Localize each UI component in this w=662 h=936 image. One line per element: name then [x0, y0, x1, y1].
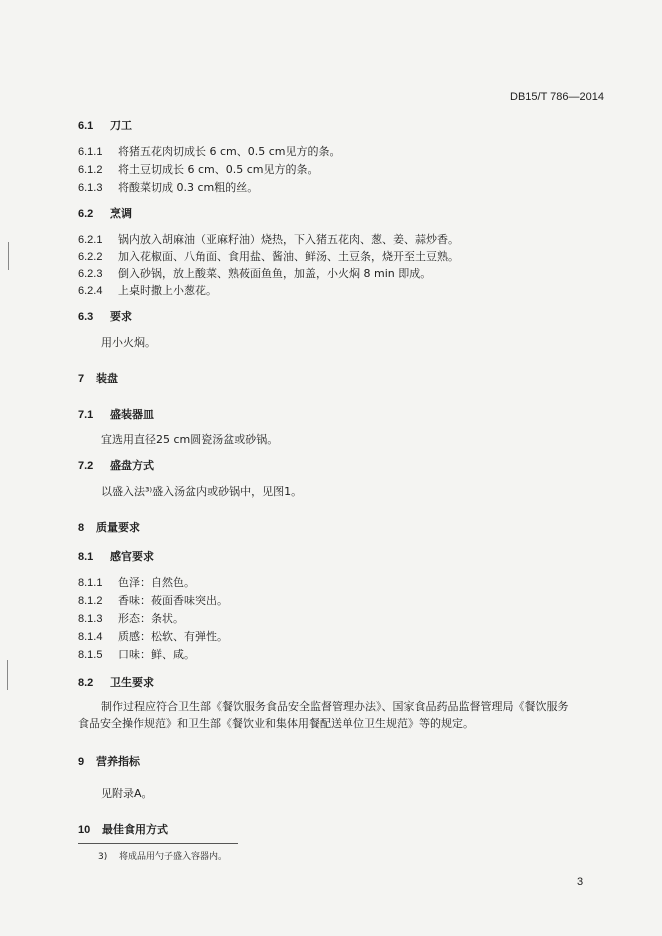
clause-text: 色泽：自然色。 [118, 576, 195, 589]
subsection-heading: 盛装器皿 [110, 408, 154, 421]
subsection-heading: 刀工 [110, 119, 132, 132]
body-text: 食品安全操作规范》和卫生部《餐饮业和集体用餐配送单位卫生规范》等的规定。 [78, 717, 474, 730]
clause-number: 6.2.3 [78, 268, 103, 280]
clause-number: 6.2.4 [78, 285, 103, 297]
clause-text: 将猪五花肉切成长 6 cm、0.5 cm见方的条。 [118, 145, 341, 158]
section-number: 7.2 [78, 460, 94, 472]
section-number: 8 [78, 522, 85, 534]
clause-number: 8.1.4 [78, 631, 103, 643]
clause-number: 8.1.1 [78, 577, 103, 589]
clause-text: 锅内放入胡麻油（亚麻籽油）烧热，下入猪五花肉、葱、姜、蒜炒香。 [118, 233, 459, 246]
body-text: 制作过程应符合卫生部《餐饮服务食品安全监督管理办法》、国家食品药品监督管理局《餐饮服务 [101, 700, 569, 713]
footnote-number: 3) [98, 852, 108, 862]
section-number: 6.2 [78, 208, 94, 220]
clause-number: 8.1.3 [78, 613, 103, 625]
clause-text: 香味：莜面香味突出。 [118, 594, 228, 607]
subsection-heading: 卫生要求 [110, 676, 154, 689]
clause-number: 6.1.2 [78, 164, 103, 176]
clause-text: 倒入砂锅，放上酸菜、熟莜面鱼鱼，加盖，小火焖 8 min 即成。 [118, 267, 432, 280]
section-number: 8.2 [78, 677, 94, 689]
subsection-heading: 要求 [110, 310, 132, 323]
clause-text: 将酸菜切成 0.3 cm粗的丝。 [118, 181, 259, 194]
subsection-heading: 烹调 [110, 207, 132, 220]
section-number: 7 [78, 373, 85, 385]
footnote-rule [78, 843, 238, 844]
clause-text: 上桌时撒上小葱花。 [118, 284, 217, 297]
section-heading: 质量要求 [96, 521, 140, 534]
section-number: 10 [78, 824, 91, 836]
scan-margin-mark [8, 242, 9, 270]
clause-number: 8.1.5 [78, 649, 103, 661]
clause-number: 6.1.1 [78, 146, 103, 158]
clause-number: 6.1.3 [78, 182, 103, 194]
scan-margin-mark [7, 660, 8, 690]
section-number: 7.1 [78, 409, 94, 421]
body-text: 宜选用直径25 cm圆瓷汤盆或砂锅。 [101, 433, 279, 446]
clause-text: 形态：条状。 [118, 612, 184, 625]
subsection-heading: 盛盘方式 [110, 459, 154, 472]
clause-text: 口味：鲜、咸。 [118, 648, 195, 661]
page-number: 3 [577, 876, 584, 888]
clause-text: 将土豆切成长 6 cm、0.5 cm见方的条。 [118, 163, 319, 176]
clause-number: 6.2.1 [78, 234, 103, 246]
body-text: 用小火焖。 [101, 336, 156, 349]
subsection-heading: 感官要求 [110, 550, 154, 563]
section-heading: 最佳食用方式 [102, 823, 168, 836]
body-text: 见附录A。 [101, 787, 153, 800]
section-number: 9 [78, 756, 85, 768]
section-number: 8.1 [78, 551, 94, 563]
clause-number: 6.2.2 [78, 251, 103, 263]
section-number: 6.3 [78, 311, 94, 323]
clause-text: 质感：松软、有弹性。 [118, 630, 228, 643]
section-number: 6.1 [78, 120, 94, 132]
doc-header-id: DB15/T 786—2014 [510, 91, 604, 103]
clause-number: 8.1.2 [78, 595, 103, 607]
body-text: 以盛入法³⁾盛入汤盆内或砂锅中，见图1。 [101, 485, 303, 498]
clause-text: 加入花椒面、八角面、食用盐、酱油、鲜汤、土豆条，烧开至土豆熟。 [118, 250, 459, 263]
section-heading: 装盘 [96, 372, 118, 385]
section-heading: 营养指标 [96, 755, 140, 768]
footnote-text: 将成品用勺子盛入容器内。 [119, 852, 228, 862]
